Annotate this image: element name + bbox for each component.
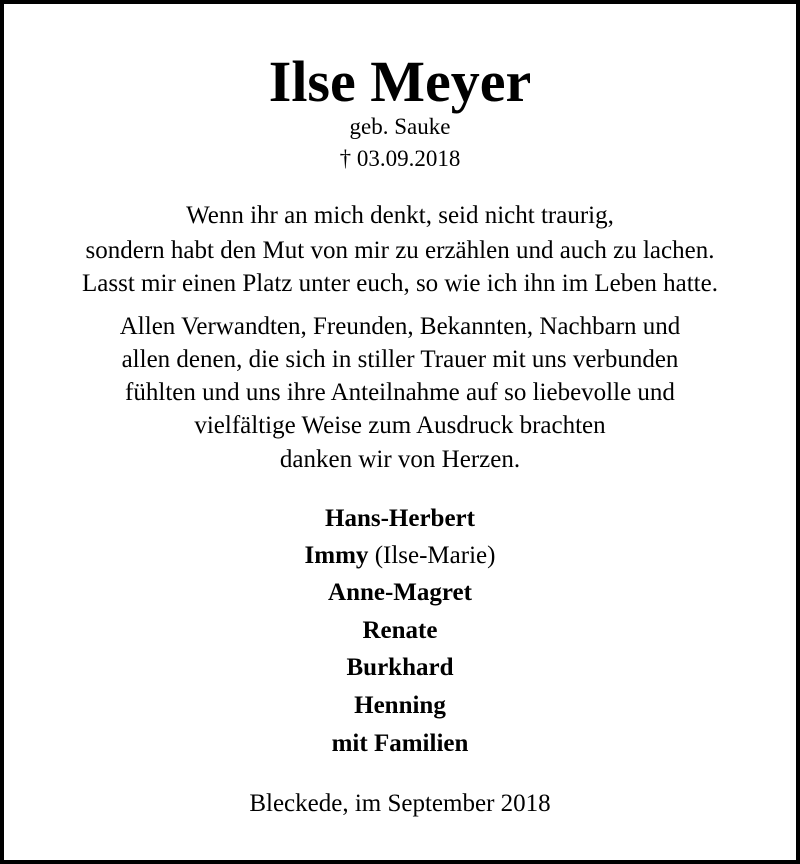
family-member: Hans-Herbert [325,505,475,532]
quote-line: Lasst mir einen Platz unter euch, so wie ich ihn im Leben hatte. [82,270,718,297]
thanks-line: danken wir von Herzen. [279,446,521,473]
birth-name: geb. Sauke [349,114,451,139]
family-member: Burkhard [346,654,454,681]
family-member: Renate [362,617,438,644]
family-member: mit Familien [331,730,469,757]
death-date-line [0,145,800,173]
death-date: 03.09.2018 [356,146,461,171]
family-member: Anne-Magret [328,579,472,606]
thanks-line: Allen Verwandten, Freunden, Bekannten, Nachbarn und [119,313,681,340]
family-member-note: (Ilse-Marie) [374,542,496,569]
deceased-name: Ilse Meyer [268,49,532,114]
death-cross-icon: † [339,146,352,171]
thanks-line: fühlten und uns ihre Anteilnahme auf so liebevolle und [125,379,675,406]
family-member-name: Immy [304,542,369,569]
family-member: Henning [354,692,446,719]
family-member [0,540,800,572]
place-date: Bleckede, im September 2018 [249,790,551,817]
quote-line: sondern habt den Mut von mir zu erzählen und auch zu lachen. [85,237,715,264]
thanks-line: vielfältige Weise zum Ausdruck brachten [194,412,606,439]
thanks-line: allen denen, die sich in stiller Trauer mit uns verbunden [121,346,679,373]
quote-line: Wenn ihr an mich denkt, seid nicht traurig, [186,202,614,229]
